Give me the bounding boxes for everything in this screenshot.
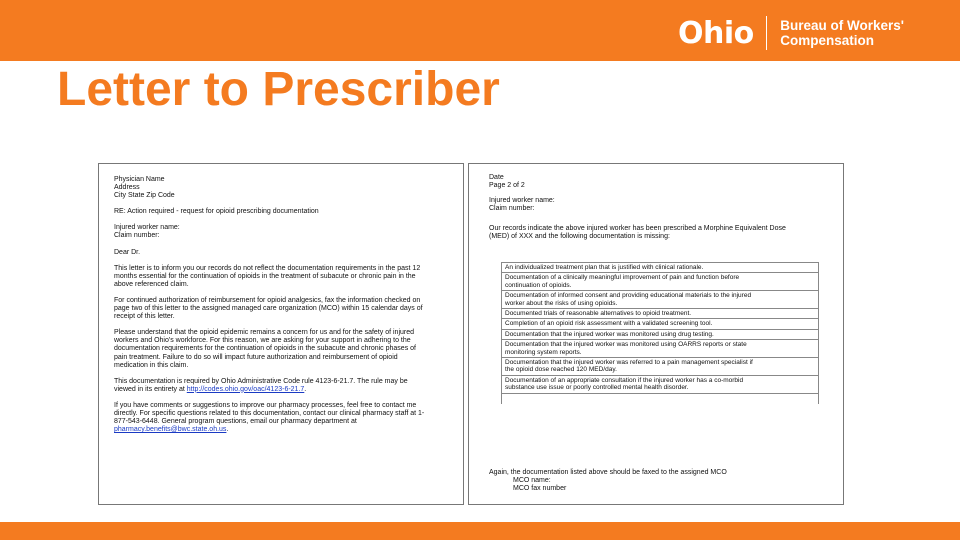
table-cell-text: Documented trials of reasonable alternatives to opioid treatment. xyxy=(505,310,692,318)
letter-page-2 xyxy=(468,163,844,505)
letter-page-1 xyxy=(98,163,464,505)
page2-worker-info: Injured worker name: Claim number: xyxy=(489,197,555,213)
table-cell-text: Completion of an opioid risk assessment with a validated screening tool. xyxy=(505,320,713,328)
table-cell-text: Documentation of informed consent and providing educational materials to the injured xyxy=(505,292,752,300)
slide-title: Letter to Prescriber xyxy=(57,63,500,116)
table-row xyxy=(502,309,819,319)
table-cell-text: substance use issue or poorly controlled mental health disorder. xyxy=(505,384,689,392)
page2-footer: Again, the documentation listed above should be faxed to the assigned MCO MCO name: MCO fax number xyxy=(489,469,727,493)
table-cell xyxy=(502,358,819,376)
address-block: Physician Name Address City State Zip Code xyxy=(114,176,175,200)
bwc-logo xyxy=(678,14,904,52)
table-cell-text: the opioid dose reached 120 MED/day. xyxy=(505,366,617,374)
table-cell-text: Documentation that the injured worker was monitored using drug testing. xyxy=(505,330,714,338)
table-cell-text: An individualized treatment plan that is justified with clinical rationale. xyxy=(505,264,704,271)
table-cell-text: continuation of opioids. xyxy=(505,281,572,289)
logo-bureau-text: Bureau of Workers' Compensation xyxy=(780,18,905,48)
table-row xyxy=(502,263,819,273)
table-cell-text: Documentation of an appropriate consultation if the injured worker has a co-morbid xyxy=(505,376,744,384)
logo-ohio-text: Ohio xyxy=(678,15,754,51)
table-row-empty xyxy=(502,393,819,404)
documentation-checklist-table xyxy=(501,262,819,404)
table-cell-text: Documentation of a clinically meaningful improvement of pain and function before xyxy=(505,274,740,282)
table-cell xyxy=(502,291,819,309)
salutation: Dear Dr. xyxy=(114,248,141,256)
footer-bar xyxy=(0,522,960,540)
table-cell-text: worker about the risks of using opioids. xyxy=(505,299,618,307)
table-cell xyxy=(502,273,819,291)
logo-divider xyxy=(766,16,768,50)
pharmacy-email-link[interactable]: pharmacy.benefits@bwc.state.oh.us xyxy=(114,426,227,434)
table-cell xyxy=(502,375,819,393)
oac-rule-link[interactable]: http://codes.ohio.gov/oac/4123-6-21.7 xyxy=(186,385,305,393)
table-cell xyxy=(502,263,819,273)
table-row xyxy=(502,358,819,376)
table-cell-text: Documentation that the injured worker was monitored using OARRS reports or state xyxy=(505,341,747,349)
paragraph-1: This letter is to inform you our records do not reflect the documentation requirements in the past 12 months essential for the continuation of opioids in the treatment of subacute or chronic pain in the above referenced claim. xyxy=(114,264,421,288)
table-cell xyxy=(502,319,819,329)
page2-intro: Our records indicate the above injured worker has been prescribed a Morphine Equivalent Dose (MED) of XXX and the following documentation is missing: xyxy=(489,225,786,241)
table-cell-empty xyxy=(502,393,819,404)
table-row xyxy=(502,273,819,291)
worker-info: Injured worker name: Claim number: xyxy=(114,224,180,240)
paragraph-5: If you have comments or suggestions to improve our pharmacy processes, feel free to contact me directly. For specific questions related to this documentation, contact our clinical pharmacy staff at 1- 877-543-6448. General program questions, email our pharmacy department at pharmacy.benefits@bwc.state.oh.us. xyxy=(114,401,425,434)
table-row xyxy=(502,375,819,393)
paragraph-3: Please understand that the opioid epidemic remains a concern for us and for the safety of injured workers and Ohio's workforce. For this reason, we are asking for your support in adhering to the documentation requirements for the continuation of opioids in the subacute and chronic phases of pain treatment. Failure to do so will impact future authorization and reimbursement of opioid medication in this claim. xyxy=(114,329,416,369)
table-row xyxy=(502,329,819,339)
table-row xyxy=(502,319,819,329)
table-cell xyxy=(502,340,819,358)
table-row xyxy=(502,340,819,358)
table-cell xyxy=(502,309,819,319)
table-cell-text: monitoring system reports. xyxy=(505,348,582,356)
table-cell-text: Documentation that the injured worker was referred to a pain management specialist if xyxy=(505,359,753,367)
table-cell xyxy=(502,329,819,339)
re-line: RE: Action required - request for opioid prescribing documentation xyxy=(114,208,319,216)
table-row xyxy=(502,291,819,309)
page2-header: Date Page 2 of 2 xyxy=(489,174,525,190)
paragraph-2: For continued authorization of reimbursement for opioid analgesics, fax the information checked on page two of this letter to the assigned managed care organization (MCO) within 15 calendar days of receipt of this letter. xyxy=(114,296,423,321)
paragraph-4: This documentation is required by Ohio Administrative Code rule 4123-6-21.7. The rule may be viewed in its entirety at http://codes.ohio.gov/oac/4123-6-21.7. xyxy=(114,377,408,393)
